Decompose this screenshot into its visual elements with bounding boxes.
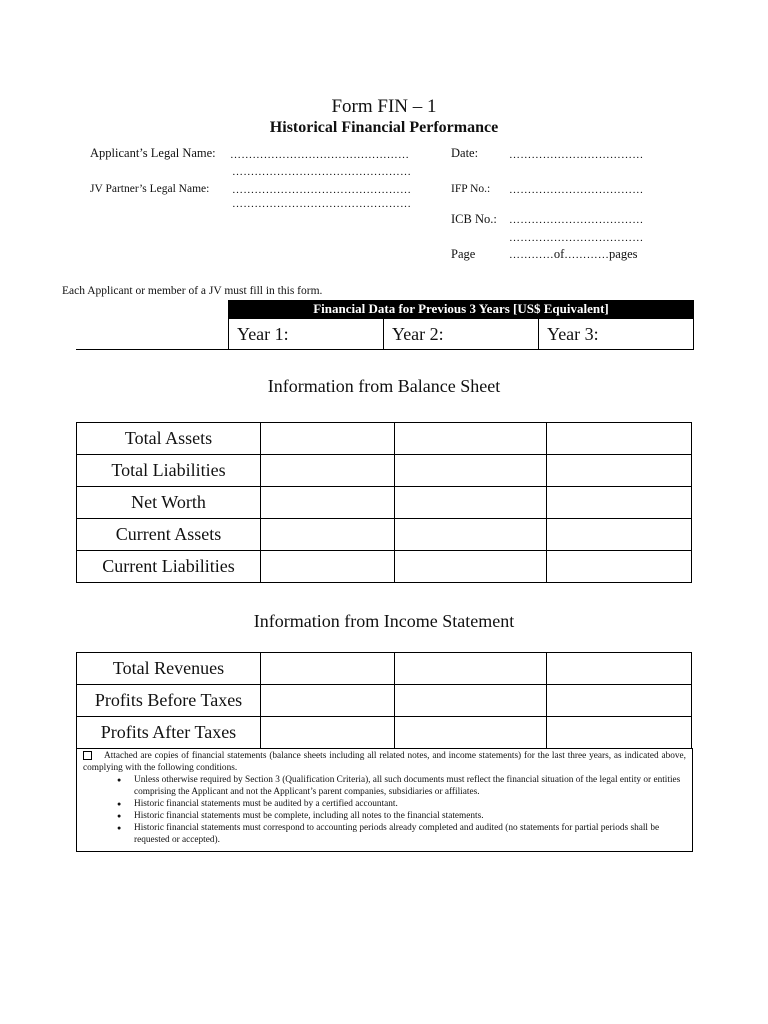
icb-number-field[interactable]: ……………………………… (509, 214, 644, 226)
cell-input[interactable] (547, 551, 692, 583)
income-statement-table (76, 652, 692, 749)
cell-input[interactable] (261, 717, 395, 749)
year-1-label: Year 1: (237, 324, 289, 344)
row-label-profits-after-taxes: Profits After Taxes (77, 717, 261, 749)
cell-input[interactable] (547, 653, 692, 685)
ifp-number-field[interactable]: ……………………………… (509, 184, 644, 196)
jv-partner-name-field[interactable]: ………………………………………… (232, 184, 412, 196)
table-row (77, 455, 692, 487)
ifp-number-label: IFP No.: (451, 183, 491, 195)
table-row (77, 653, 692, 685)
cell-input[interactable] (547, 685, 692, 717)
applicant-name-label: Applicant’s Legal Name: (90, 146, 216, 160)
page-number-group (509, 247, 638, 262)
cell-input[interactable] (261, 455, 395, 487)
list-item: ● Historic financial statements must be complete, including all notes to the financial statements. (117, 810, 686, 822)
income-statement-title: Information from Income Statement (253, 611, 515, 631)
table-row (77, 423, 692, 455)
cell-input[interactable] (547, 455, 692, 487)
cell-input[interactable] (547, 519, 692, 551)
conditions-box (76, 748, 693, 852)
row-label-current-assets: Current Assets (77, 519, 261, 551)
cell-input[interactable] (395, 423, 547, 455)
balance-sheet-table (76, 422, 692, 583)
year-3-label: Year 3: (538, 319, 693, 349)
table-row (77, 519, 692, 551)
financial-data-header-bar: Financial Data for Previous 3 Years [US$ Equivalent] (228, 300, 694, 318)
applicant-name-field-line2[interactable]: ………………………………………… (232, 166, 412, 178)
form-title: Form FIN – 1 (331, 96, 437, 117)
cell-input[interactable] (395, 685, 547, 717)
cell-input[interactable] (395, 487, 547, 519)
cell-input[interactable] (261, 487, 395, 519)
date-field[interactable]: ……………………………… (509, 149, 644, 161)
cell-input[interactable] (547, 717, 692, 749)
row-label-total-assets: Total Assets (77, 423, 261, 455)
list-item: ● Unless otherwise required by Section 3 (Qualification Criteria), all such documents must reflect the financial situation of the legal entity or entities comprising the Applicant and not the Applicant’s parent companies, subsidiaries or affiliates. (117, 774, 686, 798)
financial-data-header (228, 300, 694, 318)
checkbox-icon[interactable] (83, 751, 92, 760)
table-row (77, 717, 692, 749)
list-item: ● Historic financial statements must correspond to accounting periods already completed and audited (no statements for partial periods shall be requested or accepted). (117, 822, 686, 846)
date-label: Date: (451, 146, 479, 160)
page-pages-text: pages (609, 247, 638, 261)
form-subtitle: Historical Financial Performance (269, 119, 499, 136)
row-label-current-liabilities: Current Liabilities (77, 551, 261, 583)
cell-input[interactable] (261, 423, 395, 455)
row-label-total-revenues: Total Revenues (77, 653, 261, 685)
instruction-text: Each Applicant or member of a JV must fill in this form. (62, 285, 323, 297)
divider-line (76, 349, 228, 350)
page-total-field[interactable]: ………… (564, 249, 610, 261)
page-label: Page (451, 247, 476, 261)
row-label-profits-before-taxes: Profits Before Taxes (77, 685, 261, 717)
balance-sheet-title: Information from Balance Sheet (267, 376, 501, 396)
cell-input[interactable] (261, 653, 395, 685)
year-2-label: Year 2: (383, 319, 538, 349)
cell-input[interactable] (395, 717, 547, 749)
row-label-net-worth: Net Worth (77, 487, 261, 519)
years-row (228, 318, 694, 350)
cell-input[interactable] (547, 423, 692, 455)
jv-partner-name-field-line2[interactable]: ………………………………………… (232, 198, 412, 210)
cell-input[interactable] (261, 519, 395, 551)
cell-input[interactable] (395, 653, 547, 685)
cell-input[interactable] (261, 685, 395, 717)
applicant-name-field[interactable]: ………………………………………… (230, 149, 410, 161)
row-label-total-liabilities: Total Liabilities (77, 455, 261, 487)
icb-number-field-line2[interactable]: ……………………………… (509, 232, 644, 244)
conditions-intro (83, 750, 686, 774)
page-of-text: of (553, 247, 565, 261)
cell-input[interactable] (547, 487, 692, 519)
cell-input[interactable] (395, 455, 547, 487)
cell-input[interactable] (395, 519, 547, 551)
list-item: ● Historic financial statements must be audited by a certified accountant. (117, 798, 686, 810)
cell-input[interactable] (395, 551, 547, 583)
conditions-intro-text: Attached are copies of financial statements (balance sheets including all related notes, and income statements) for the last three years, as indicated above, complying with the following conditions. (83, 751, 686, 773)
table-row (77, 551, 692, 583)
cell-input[interactable] (261, 551, 395, 583)
jv-partner-name-label: JV Partner’s Legal Name: (90, 183, 210, 195)
page-number-field[interactable]: ………… (509, 249, 554, 261)
conditions-list (83, 774, 686, 846)
icb-number-label: ICB No.: (451, 212, 497, 226)
table-row (77, 487, 692, 519)
table-row (77, 685, 692, 717)
